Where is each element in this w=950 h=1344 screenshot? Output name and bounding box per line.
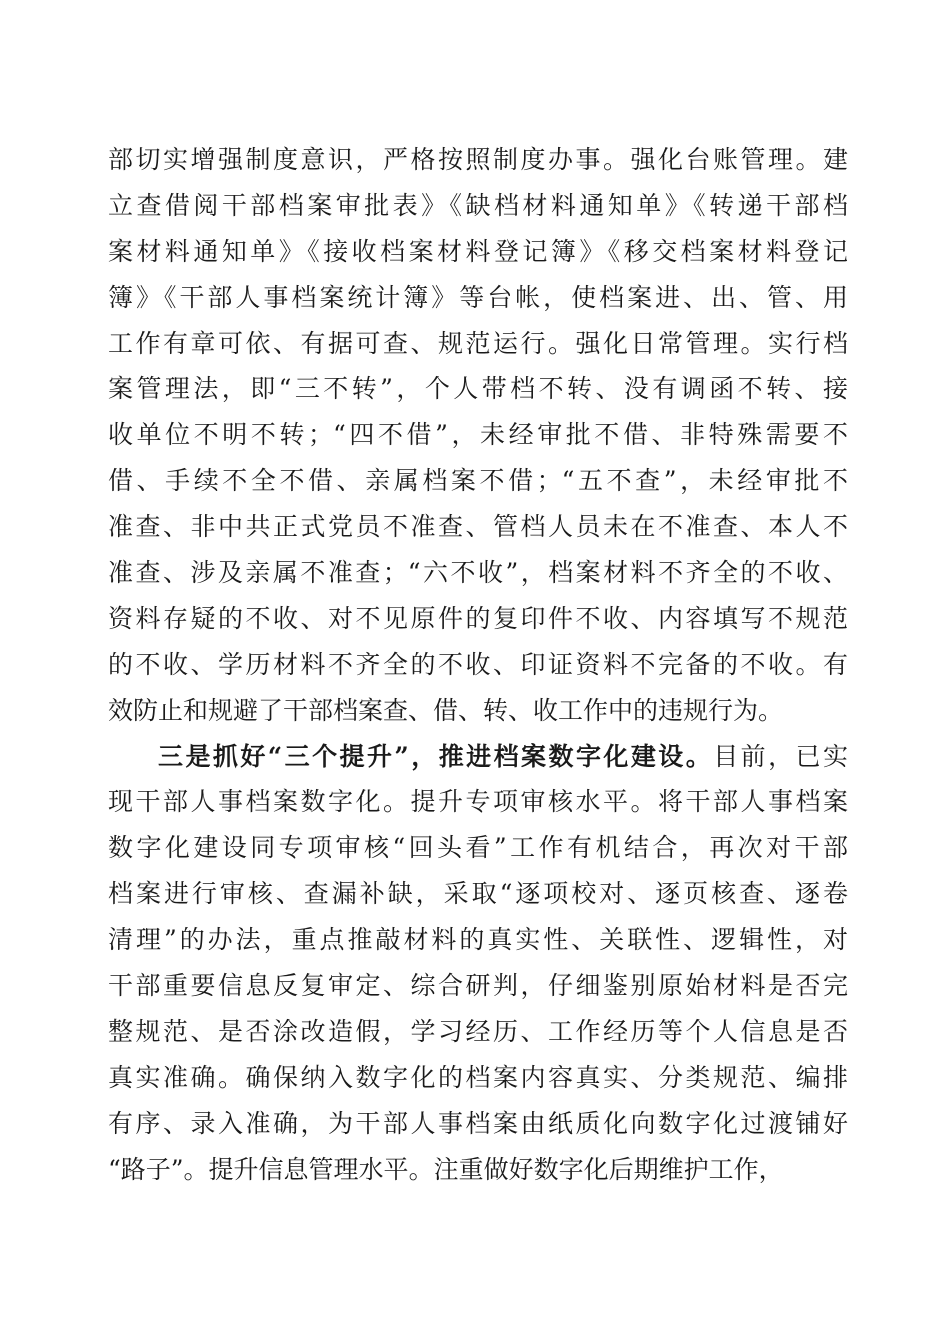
text-line: 的不收、学历材料不齐全的不收、印证资料不完备的不收。有	[108, 649, 848, 679]
text-line: 案管理法，即“三不转”，个人带档不转、没有调函不转、接	[108, 374, 848, 404]
text-line: 有序、录入准确，为干部人事档案由纸质化向数字化过渡铺好	[108, 1108, 848, 1138]
paragraph-digitization	[108, 734, 848, 1193]
text-line: 簿》《干部人事档案统计簿》等台帐，使档案进、出、管、用	[108, 282, 848, 312]
body-text	[108, 137, 848, 1192]
text-line: 数字化建设同专项审核“回头看”工作有机结合，再次对干部	[108, 833, 848, 863]
text-line: 干部重要信息反复审定、综合研判，仔细鉴别原始材料是否完	[108, 971, 848, 1001]
text-line: 真实准确。确保纳入数字化的档案内容真实、分类规范、编排	[108, 1062, 848, 1092]
text-line: 部切实增强制度意识，严格按照制度办事。强化台账管理。建	[108, 145, 848, 174]
paragraph-first-line	[108, 734, 848, 780]
text-line: 借、手续不全不借、亲属档案不借；“五不查”，未经审批不	[108, 466, 848, 496]
text-line: 清理”的办法，重点推敲材料的真实性、关联性、逻辑性，对	[108, 925, 848, 955]
text-line: 现干部人事档案数字化。提升专项审核水平。将干部人事档案	[108, 787, 848, 817]
paragraph-archive-rules	[108, 137, 848, 734]
text-line: 立查借阅干部档案审批表》《缺档材料通知单》《转递干部档	[108, 190, 848, 220]
text-line: 效防止和规避了干部档案查、借、转、收工作中的违规行为。	[108, 695, 784, 725]
text-segment: 目前，已实	[713, 741, 848, 771]
text-line: 准查、涉及亲属不准查；“六不收”，档案材料不齐全的不收、	[108, 558, 848, 588]
text-line: 档案进行审核、查漏补缺，采取“逐项校对、逐页核查、逐卷	[108, 879, 848, 909]
text-line: 案材料通知单》《接收档案材料登记簿》《移交档案材料登记	[108, 236, 848, 266]
text-line: “路子”。提升信息管理水平。注重做好数字化后期维护工作，	[108, 1154, 784, 1184]
text-line: 资料存疑的不收、对不见原件的复印件不收、内容填写不规范	[108, 603, 848, 633]
text-line: 准查、非中共正式党员不准查、管档人员未在不准查、本人不	[108, 512, 848, 542]
text-line: 收单位不明不转；“四不借”，未经审批不借、非特殊需要不	[108, 420, 848, 450]
text-line: 整规范、是否涂改造假，学习经历、工作经历等个人信息是否	[108, 1016, 848, 1046]
text-line: 工作有章可依、有据可查、规范运行。强化日常管理。实行档	[108, 328, 848, 358]
section-heading: 三是抓好“三个提升”，推进档案数字化建设。	[158, 741, 714, 771]
